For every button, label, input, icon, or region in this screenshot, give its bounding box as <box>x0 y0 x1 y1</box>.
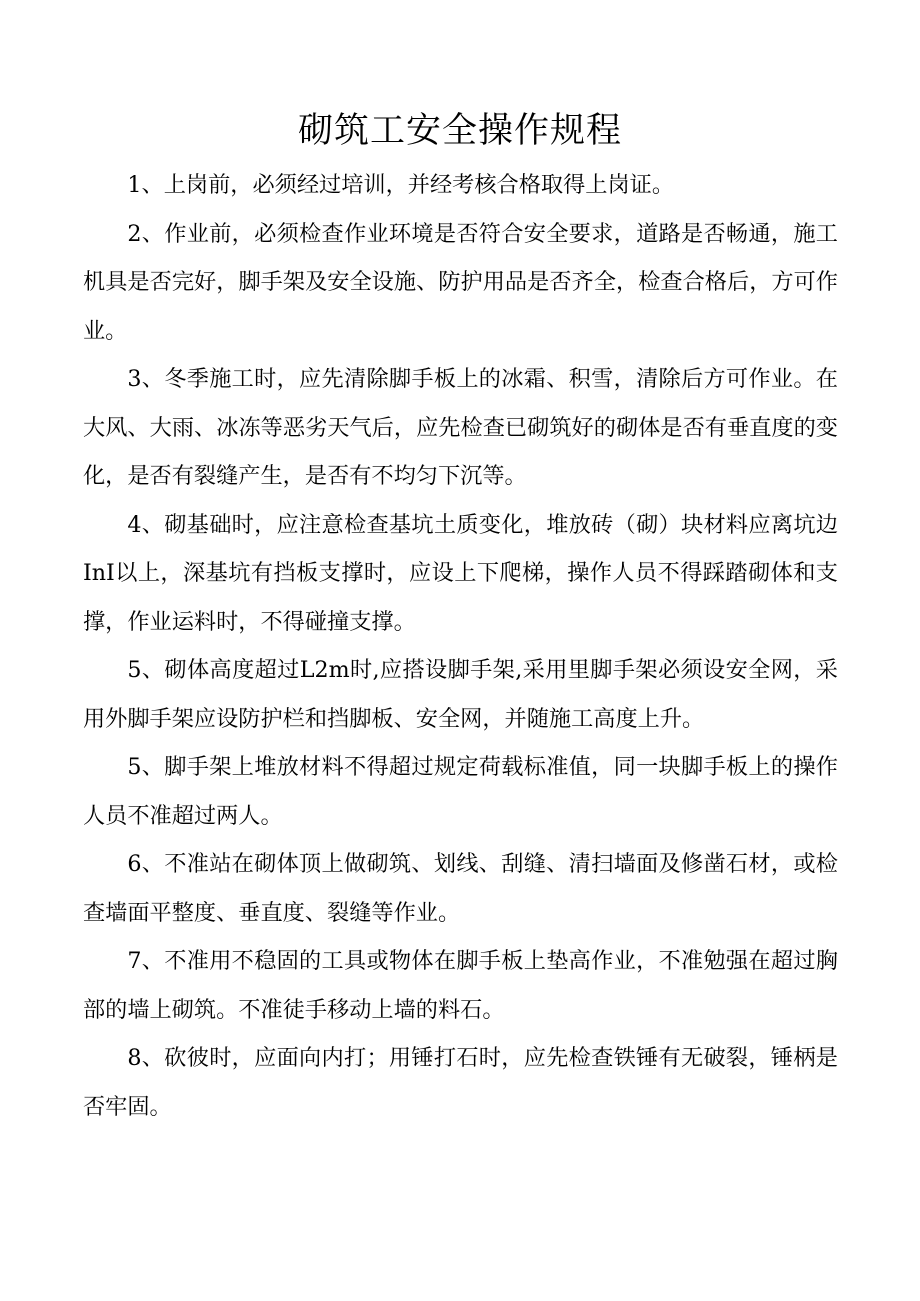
paragraph-4: 4、砌基础时，应注意检查基坑土质变化，堆放砖（砌）块材料应离坑边InI以上，深基坑有挡板支撑时，应设上下爬梯，操作人员不得踩踏砌体和支撑，作业运料时，不得碰撞支撑。 <box>83 511 838 635</box>
paragraph-6: 5、脚手架上堆放材料不得超过规定荷载标准值，同一块脚手板上的操作人员不准超过两人。 <box>83 754 838 829</box>
document-body <box>83 161 838 1131</box>
paragraph-2: 2、作业前，必须检查作业环境是否符合安全要求，道路是否畅通，施工机具是否完好，脚手架及安全设施、防护用品是否齐全，检查合格后，方可作业。 <box>83 220 838 344</box>
paragraph-8: 7、不准用不稳固的工具或物体在脚手板上垫高作业，不准勉强在超过胸部的墙上砌筑。不准徒手移动上墙的料石。 <box>83 948 838 1023</box>
paragraph-7: 6、不准站在砌体顶上做砌筑、划线、刮缝、清扫墙面及修凿石材，或检查墙面平整度、垂直度、裂缝等作业。 <box>83 851 838 926</box>
paragraph-3: 3、冬季施工时，应先清除脚手板上的冰霜、积雪，清除后方可作业。在大风、大雨、冰冻等恶劣天气后，应先检查已砌筑好的砌体是否有垂直度的变化，是否有裂缝产生，是否有不均匀下沉等。 <box>83 366 838 489</box>
document-title: 砌筑工安全操作规程 <box>297 111 622 151</box>
paragraph-5: 5、砌体高度超过L2m时,应搭设脚手架,采用里脚手架必须设安全网，采用外脚手架应设防护栏和挡脚板、安全网，并随施工高度上升。 <box>83 657 838 732</box>
paragraph-1: 1、上岗前，必须经过培训，并经考核合格取得上岗证。 <box>127 172 675 198</box>
paragraph-9: 8、砍彼时，应面向内打；用锤打石时，应先检查铁锤有无破裂，锤柄是否牢固。 <box>83 1045 838 1120</box>
